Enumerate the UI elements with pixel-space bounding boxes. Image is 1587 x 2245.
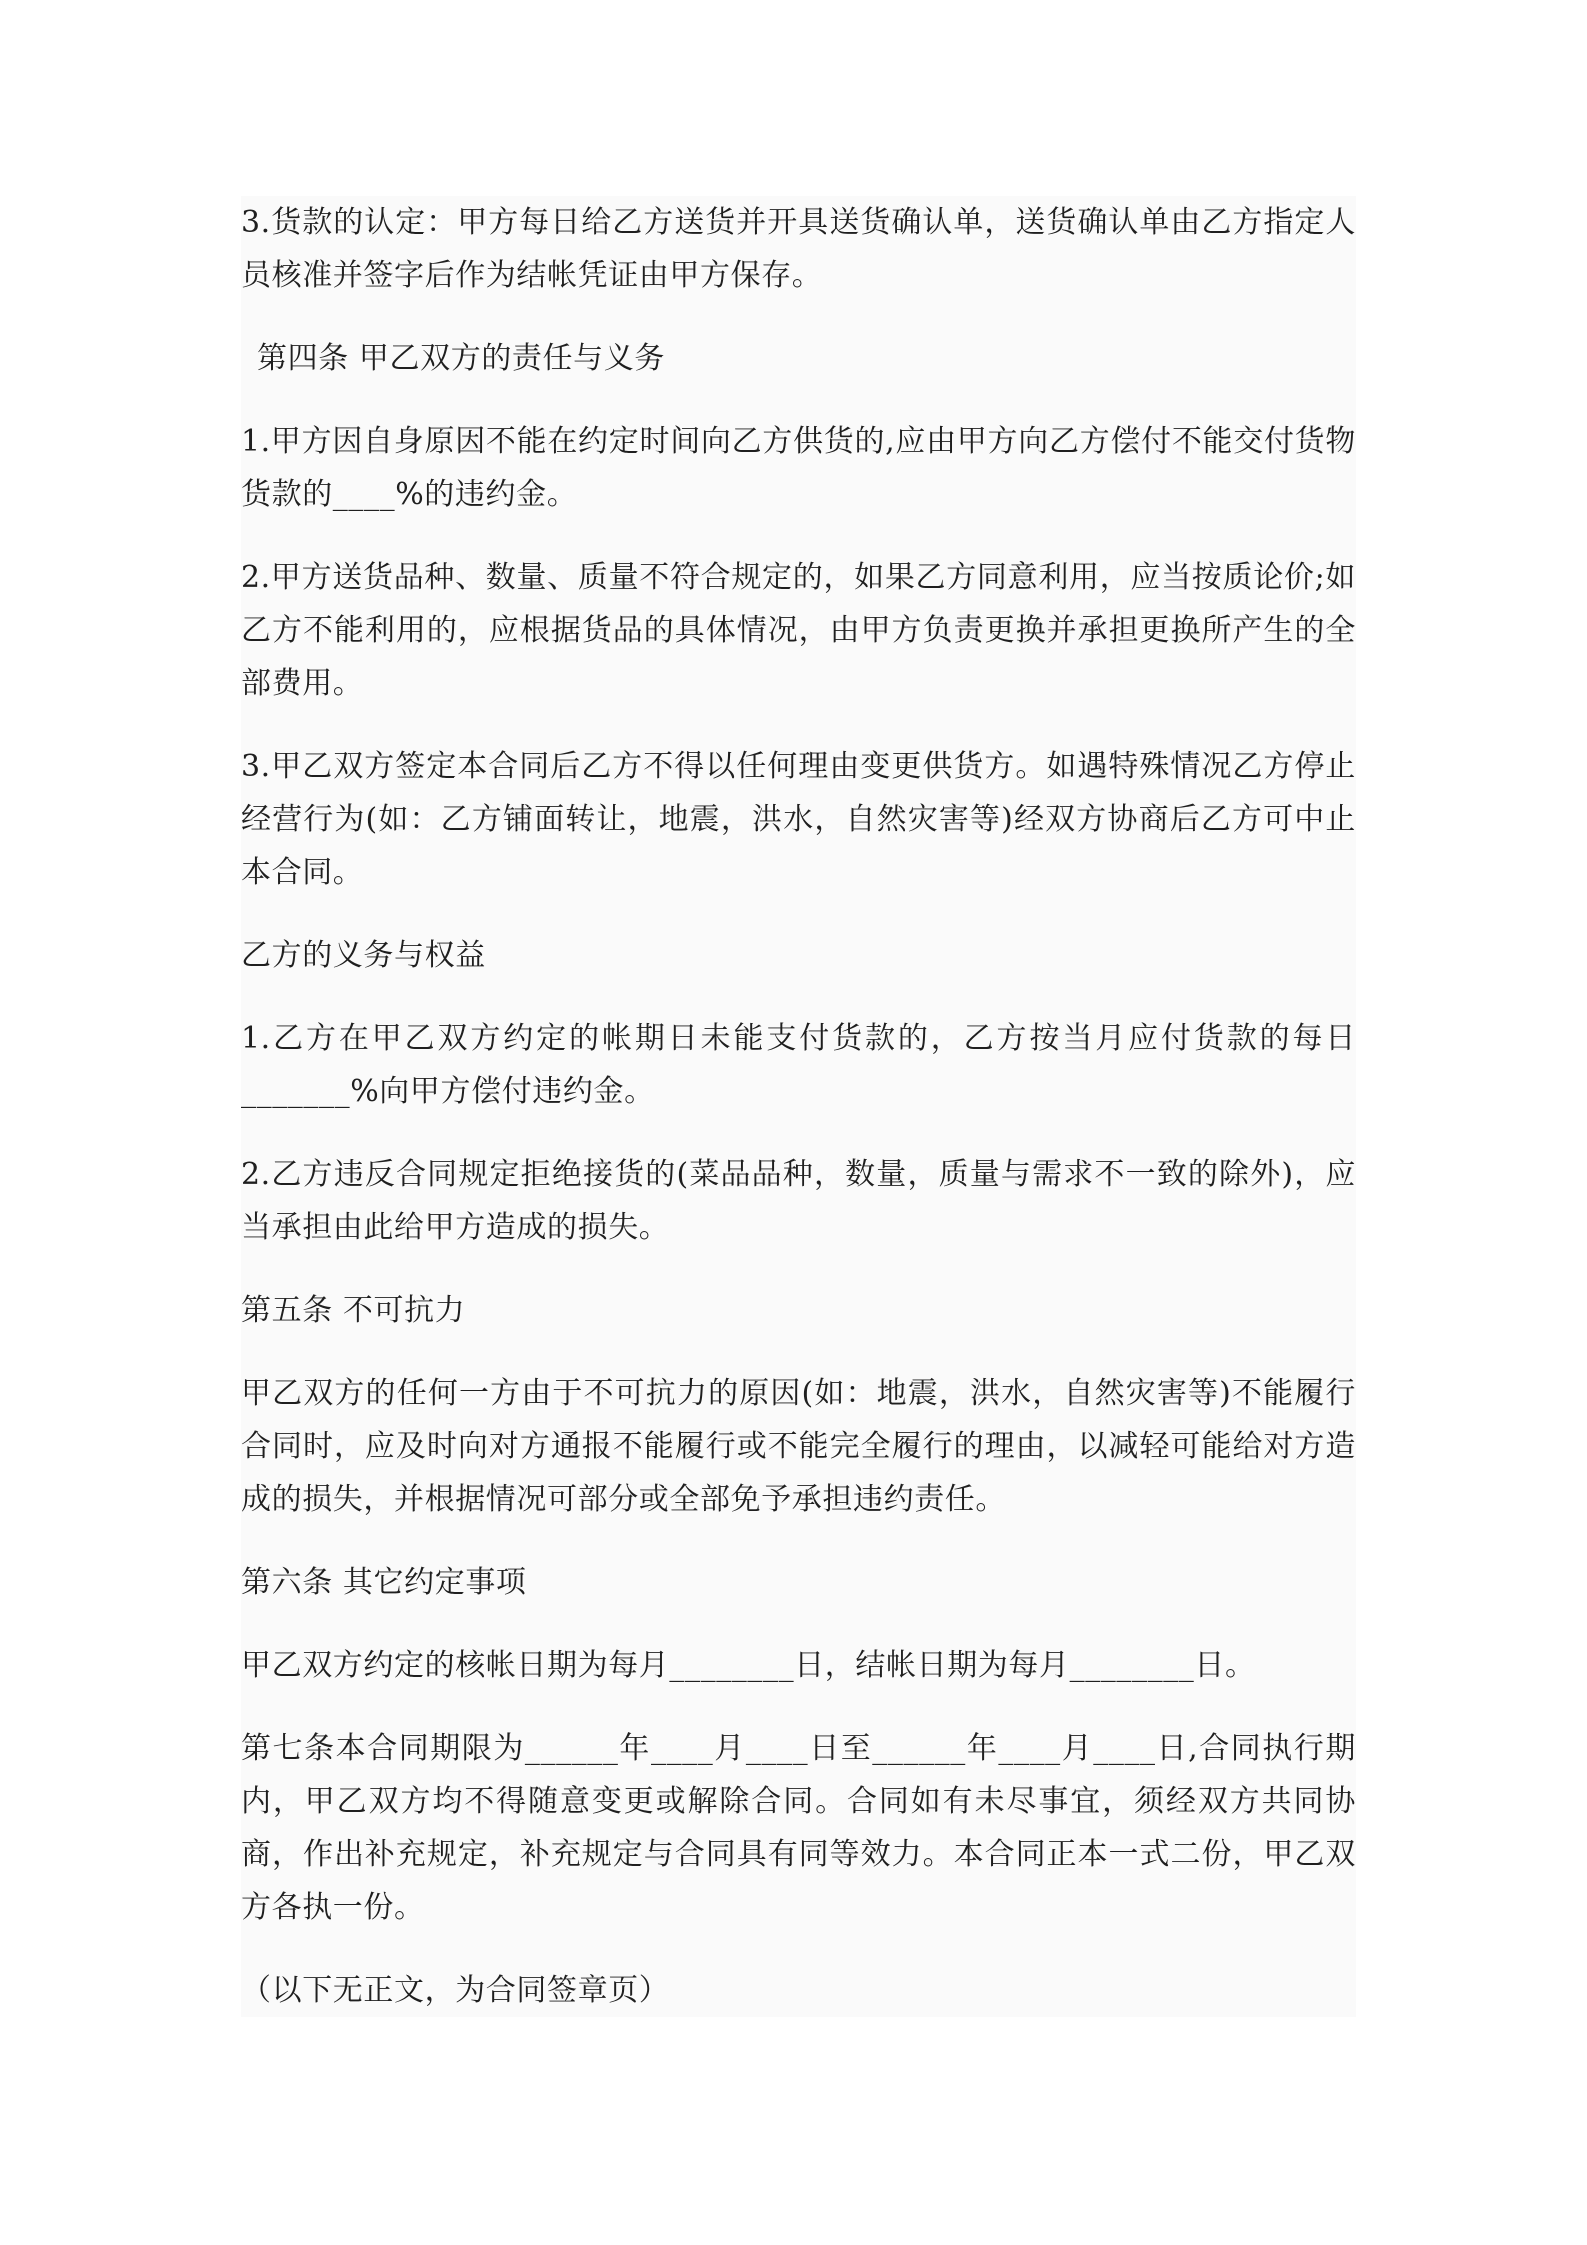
clause-1-late-payment: 1.乙方在甲乙双方约定的帐期日未能支付货款的，乙方按当月应付货款的每日_______%向甲方偿付违约金。 [241, 1021, 1356, 1109]
clause-2-goods-nonconformity: 2.甲方送货品种、数量、质量不符合规定的，如果乙方同意利用，应当按质论价;如乙方不能利用的，应根据货品的具体情况，由甲方负责更换并承担更换所产生的全部费用。 [241, 560, 1356, 701]
clause-3-payment-confirmation: 3.货款的认定：甲方每日给乙方送货并开具送货确认单，送货确认单由乙方指定人员核准并签字后作为结帐凭证由甲方保存。 [241, 205, 1356, 293]
document-body [241, 196, 1356, 2017]
clause-1-supply-delay: 1.甲方因自身原因不能在约定时间向乙方供货的,应由甲方向乙方偿付不能交付货物货款的____%的违约金。 [241, 424, 1356, 512]
reconciliation-dates-clause: 甲乙双方约定的核帐日期为每月________日，结帐日期为每月________日。 [241, 1648, 1256, 1683]
article-7-contract-term: 第七条本合同期限为______年____月____日至______年____月____日,合同执行期内，甲乙双方均不得随意变更或解除合同。合同如有未尽事宜，须经双方共同协商，作出补充规定，补充规定与合同具有同等效力。本合同正本一式二份，甲乙双方各执一份。 [241, 1731, 1356, 1925]
clause-3-supplier-change: 3.甲乙双方签定本合同后乙方不得以任何理由变更供货方。如遇特殊情况乙方停止经营行为(如：乙方铺面转让，地震，洪水，自然灾害等)经双方协商后乙方可中止本合同。 [241, 749, 1356, 890]
signature-page-note: （以下无正文，为合同签章页） [241, 1973, 670, 2008]
party-b-obligations-heading: 乙方的义务与权益 [241, 938, 486, 973]
force-majeure-clause: 甲乙双方的任何一方由于不可抗力的原因(如：地震，洪水，自然灾害等)不能履行合同时，应及时向对方通报不能履行或不能完全履行的理由，以减轻可能给对方造成的损失，并根据情况可部分或全部免予承担违约责任。 [241, 1376, 1356, 1517]
article-5-heading: 第五条 不可抗力 [241, 1293, 466, 1328]
clause-2-refusal-of-goods: 2.乙方违反合同规定拒绝接货的(菜品品种，数量，质量与需求不一致的除外)，应当承担由此给甲方造成的损失。 [241, 1157, 1356, 1245]
article-6-heading: 第六条 其它约定事项 [241, 1565, 527, 1600]
article-4-heading: 第四条 甲乙双方的责任与义务 [257, 341, 665, 376]
